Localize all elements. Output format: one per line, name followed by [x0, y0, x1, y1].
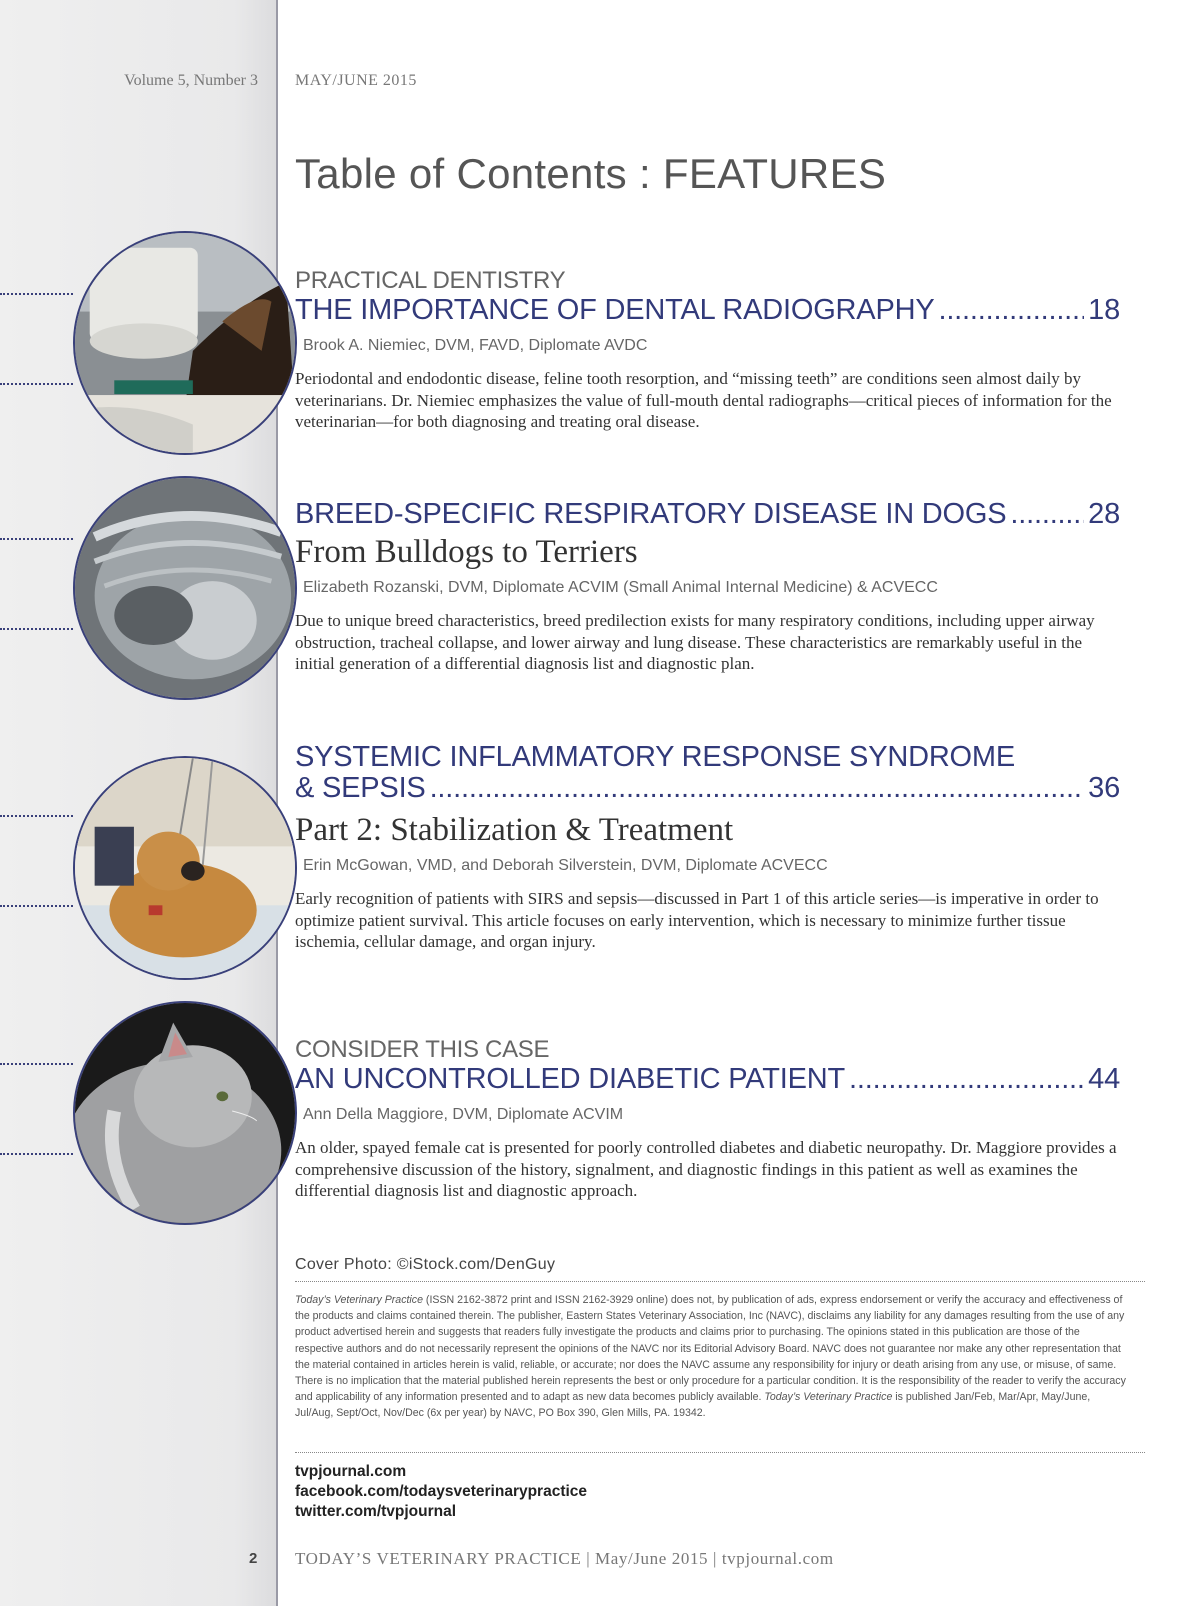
cover-photo-credit: Cover Photo: ©iStock.com/DenGuy	[295, 1256, 556, 1273]
page-number: 2	[249, 1550, 258, 1567]
article-authors: Brook A. Niemiec, DVM, FAVD, Diplomate AVDC	[303, 337, 648, 354]
dot-leader	[849, 1063, 1084, 1095]
toc-entry-diabetic[interactable]	[295, 1037, 1120, 1202]
page-reference[interactable]: 28	[1088, 498, 1120, 530]
article-abstract: Early recognition of patients with SIRS and sepsis—discussed in Part 1 of this article series—is imperative in order to optimize patient survival. This article focuses on early intervention, which is necessary to minimize further tissue ischemia, cellular damage, and organ injury.	[295, 889, 1099, 951]
dot-leader	[430, 772, 1085, 804]
twitter-link[interactable]: twitter.com/tvpjournal	[295, 1503, 457, 1520]
article-kicker: CONSIDER THIS CASE	[295, 1036, 550, 1063]
article-kicker: PRACTICAL DENTISTRY	[295, 267, 566, 294]
page-reference[interactable]: 44	[1088, 1063, 1120, 1095]
article-abstract: An older, spayed female cat is presented for poorly controlled diabetes and diabetic neuropathy. Dr. Maggiore provides a comprehensive discussion of the history, signalment, and diagnostic findings in this patient as well as examines the differential diagnosis list and diagnostic approach.	[295, 1138, 1117, 1200]
thumb-leader-line	[0, 905, 73, 907]
page-footer: TODAY’S VETERINARY PRACTICE | May/June 2015 | tvpjournal.com	[295, 1549, 834, 1568]
toc-entry-sepsis[interactable]	[295, 742, 1120, 953]
article-headline[interactable]: SYSTEMIC INFLAMMATORY RESPONSE SYNDROME	[295, 741, 1016, 773]
thumb-leader-line	[0, 1063, 73, 1065]
facebook-link[interactable]: facebook.com/todaysveterinarypractice	[295, 1483, 588, 1500]
article-headline[interactable]: THE IMPORTANCE OF DENTAL RADIOGRAPHY	[295, 294, 935, 326]
social-links	[295, 1462, 587, 1522]
thumb-leader-line	[0, 383, 73, 385]
article-headline-continued[interactable]: & SEPSIS	[295, 772, 426, 804]
thoracic-radiograph-photo[interactable]	[73, 476, 297, 700]
thumb-leader-line	[0, 293, 73, 295]
dot-leader	[1010, 498, 1084, 530]
toc-entry-dental[interactable]	[295, 268, 1120, 433]
article-headline[interactable]: AN UNCONTROLLED DIABETIC PATIENT	[295, 1063, 846, 1095]
article-abstract: Periodontal and endodontic disease, feline tooth resorption, and “missing teeth” are conditions seen almost daily by veterinarians. Dr. Niemiec emphasizes the value of full-mouth dental radiographs—critical pieces of information for the veterinarian—for both diagnosing and treating oral disease.	[295, 369, 1112, 431]
disclaimer-text: is published Jan/Feb, Mar/Apr, May/June, Jul/Aug, Sept/Oct, Nov/Dec (6x per year) by NAVC, PO Box 390, Glen Mills, PA. 19342.	[295, 1391, 1091, 1420]
article-headline-row[interactable]	[295, 294, 1120, 326]
divider	[295, 1452, 1145, 1453]
article-headline-row[interactable]	[295, 1063, 1120, 1095]
gray-cat-photo[interactable]	[73, 1001, 297, 1225]
article-subtitle: From Bulldogs to Terriers	[295, 534, 638, 570]
page-reference[interactable]: 18	[1088, 294, 1120, 326]
thumb-leader-line	[0, 628, 73, 630]
divider	[295, 1281, 1145, 1282]
article-abstract: Due to unique breed characteristics, breed predilection exists for many respiratory conditions, including upper airway obstruction, tracheal collapse, and lower airway and lung disease. These characteristics are remarkably useful in the initial generation of a differential diagnosis list and diagnostic plan.	[295, 611, 1095, 673]
publication-name: Today’s Veterinary Practice	[295, 1294, 423, 1306]
article-headline-row[interactable]	[295, 772, 1120, 804]
article-headline-row[interactable]	[295, 498, 1120, 530]
dot-leader	[938, 294, 1084, 326]
website-link[interactable]: tvpjournal.com	[295, 1463, 407, 1480]
disclaimer-text: (ISSN 2162-3872 print and ISSN 2162-3929 online) does not, by publication of ads, express endorsement or verify the accuracy and effectiveness of the products and claims contained therein. The publisher, Eastern States Veterinary Association, Inc (NAVC), disclaims any liability for any damages resulting from the use of any product advertised herein and suggests that readers fully investigate the products and claims prior to purchasing. The opinions stated in this publication are those of the respective authors and do not necessarily represent the opinions of the NAVC nor its Editorial Advisory Board. NAVC does not guarantee nor make any other representation that the material contained in articles herein is valid, reliable, or accurate; nor does the NAVC assume any responsibility for injury or death arising from any use, or misuse, of same. There is no implication that the material published herein represents the best or only procedure for a particular condition. It is the responsibility of the reader to verify the accuracy and applicability of any information presented and to adapt as new data becomes publicly available.	[295, 1294, 1126, 1404]
page-title: Table of Contents : FEATURES	[295, 150, 887, 197]
article-headline[interactable]: BREED-SPECIFIC RESPIRATORY DISEASE IN DOGS	[295, 498, 1007, 530]
thumb-leader-line	[0, 815, 73, 817]
article-authors: Erin McGowan, VMD, and Deborah Silverstein, DVM, Diplomate ACVECC	[303, 857, 828, 874]
article-authors: Ann Della Maggiore, DVM, Diplomate ACVIM	[303, 1106, 624, 1123]
thumb-leader-line	[0, 538, 73, 540]
dental-radiography-photo[interactable]	[73, 231, 297, 455]
publisher-disclaimer	[295, 1292, 1130, 1422]
volume-label: Volume 5, Number 3	[124, 72, 258, 89]
article-subtitle: Part 2: Stabilization & Treatment	[295, 812, 734, 848]
issue-date: MAY/JUNE 2015	[295, 72, 417, 89]
puppy-on-iv-photo[interactable]	[73, 756, 297, 980]
article-authors: Elizabeth Rozanski, DVM, Diplomate ACVIM (Small Animal Internal Medicine) & ACVECC	[303, 579, 938, 596]
publication-name: Today’s Veterinary Practice	[764, 1391, 893, 1404]
page-reference[interactable]: 36	[1088, 772, 1120, 804]
thumb-leader-line	[0, 1153, 73, 1155]
toc-entry-respiratory[interactable]	[295, 498, 1120, 675]
